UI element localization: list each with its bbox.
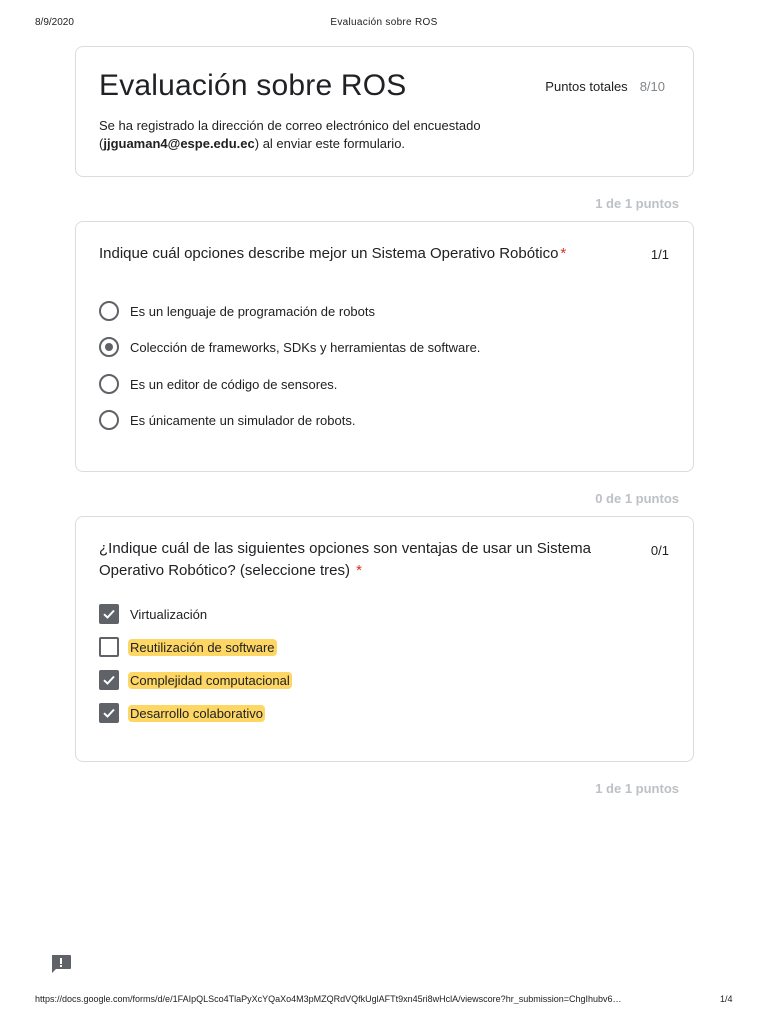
question-3-points: 1 de 1 puntos <box>595 781 679 796</box>
question-1-text <box>99 243 566 265</box>
feedback-button[interactable] <box>50 954 72 974</box>
question-1-label: Indique cuál opciones describe mejor un Sistema Operativo Robótico <box>99 245 559 262</box>
total-points-label: Puntos totales <box>545 79 628 94</box>
radio-button-checked[interactable] <box>99 337 119 357</box>
total-points <box>545 79 665 94</box>
checkmark-icon <box>101 606 117 622</box>
option-label: Colección de frameworks, SDKs y herramientas de software. <box>130 339 481 355</box>
question-2-points: 0 de 1 puntos <box>595 491 679 506</box>
email-notice-prefix: Se ha registrado la dirección de correo electrónico del encuestado ( <box>99 118 481 151</box>
feedback-icon <box>50 954 72 974</box>
form-header-card <box>75 46 694 177</box>
radio-option-3[interactable] <box>99 373 337 395</box>
question-2-card <box>75 516 694 762</box>
checkmark-icon <box>101 672 117 688</box>
checkbox-unchecked[interactable] <box>99 637 119 657</box>
print-header <box>0 17 768 31</box>
form-title: Evaluación sobre ROS <box>99 69 407 102</box>
option-label: Es un lenguaje de programación de robots <box>130 303 375 319</box>
email-notice <box>99 117 619 153</box>
checkbox-checked[interactable] <box>99 703 119 723</box>
option-label-highlighted: Complejidad computacional <box>130 672 290 688</box>
question-1-card <box>75 221 694 472</box>
checkmark-icon <box>101 705 117 721</box>
print-footer <box>0 994 768 1008</box>
radio-button-unchecked[interactable] <box>99 410 119 430</box>
radio-option-4[interactable] <box>99 409 355 431</box>
total-points-value: 8/10 <box>639 79 665 94</box>
checkbox-option-2[interactable] <box>99 636 277 658</box>
required-mark: * <box>356 562 362 579</box>
checkbox-option-3[interactable] <box>99 669 292 691</box>
question-2-line-2 <box>99 560 591 582</box>
question-2-text <box>99 538 591 582</box>
page-number: 1/4 <box>720 994 733 1004</box>
print-title: Evaluación sobre ROS <box>330 17 438 28</box>
option-label-highlighted: Reutilización de software <box>130 639 275 655</box>
option-label: Virtualización <box>130 606 208 622</box>
print-date: 8/9/2020 <box>35 17 74 28</box>
question-2-line-1: ¿Indique cuál de las siguientes opciones son ventajas de usar un Sistema <box>99 540 591 557</box>
question-1-score: 1/1 <box>650 247 669 262</box>
checkbox-option-1[interactable] <box>99 603 207 625</box>
required-mark: * <box>560 245 567 262</box>
print-url: https://docs.google.com/forms/d/e/1FAIpQLSco4TlaPyXcYQaXo4M3pMZQRdVQfkUglAFTt9xn45ri8wHclA/viewscore?hr_submission=ChgIhubv6… <box>35 994 622 1004</box>
radio-button-unchecked[interactable] <box>99 301 119 321</box>
email-notice-suffix: ) al enviar este formulario. <box>254 136 406 151</box>
radio-option-1[interactable] <box>99 300 375 322</box>
option-label-highlighted: Desarrollo colaborativo <box>130 705 263 721</box>
checkbox-checked[interactable] <box>99 670 119 690</box>
question-2-line-2-text: Operativo Robótico? (seleccione tres) <box>99 562 350 579</box>
option-label: Es únicamente un simulador de robots. <box>130 412 356 428</box>
question-1-points: 1 de 1 puntos <box>595 196 679 211</box>
radio-option-2[interactable] <box>99 336 480 358</box>
question-2-score: 0/1 <box>650 543 669 558</box>
option-label: Es un editor de código de sensores. <box>130 376 338 392</box>
radio-button-unchecked[interactable] <box>99 374 119 394</box>
respondent-email: jjguaman4@espe.edu.ec <box>103 136 255 151</box>
checkbox-checked[interactable] <box>99 604 119 624</box>
checkbox-option-4[interactable] <box>99 702 265 724</box>
